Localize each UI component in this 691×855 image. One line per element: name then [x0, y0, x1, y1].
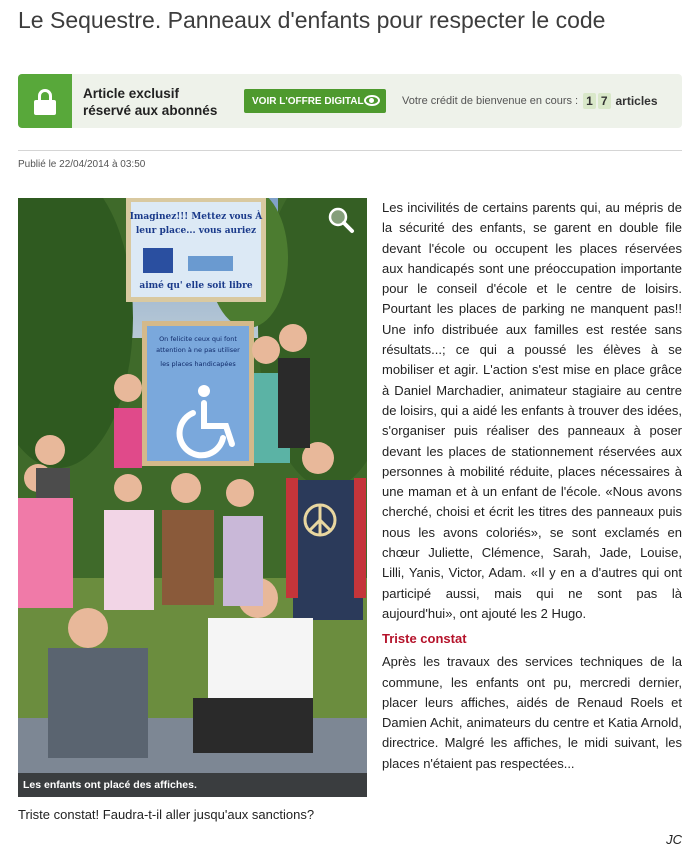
sign1-text: leur place... vous auriez	[135, 226, 257, 236]
sign2-text: les places handicapées	[160, 360, 236, 368]
lock-icon	[18, 74, 72, 128]
credit-text: Votre crédit de bienvenue en cours :	[402, 95, 579, 107]
exclusive-line2: réservé aux abonnés	[83, 103, 218, 118]
credit-digit: 7	[598, 93, 611, 109]
eye-icon	[364, 95, 380, 106]
exclusive-label	[83, 85, 217, 119]
article-title: Le Sequestre. Panneaux d'enfants pour respecter le code	[18, 7, 606, 33]
photo-caption: Les enfants ont placé des affiches.	[18, 773, 367, 797]
author-signature: JC	[666, 832, 682, 847]
publish-date: Publié le 22/04/2014 à 03:50	[18, 159, 146, 170]
article-body	[382, 198, 682, 774]
sign2-text: On felicite ceux qui font	[159, 335, 237, 343]
sign2-text: attention à ne pas utiliser	[156, 346, 240, 354]
credit-digit: 1	[583, 93, 596, 109]
sign1-text: aimé qu' elle soit libre	[139, 281, 253, 291]
sign1-text: Imaginez!!! Mettez vous À	[129, 212, 263, 222]
credit-counter	[402, 93, 658, 109]
credit-unit: articles	[615, 94, 658, 108]
article-paragraph: Les incivilités de certains parents qui, au mépris de la sécurité des enfants, se garent en double file devant l'école ou occupent les places réservées aux handicapés sont une préoccupation importante pour le conseil d'école et le centre de loisirs. Pourtant les places de parking ne manquent pas!! Une info distribuée aux familles est restée sans résultats...; ce qui a poussé les élèves à se mobiliser et agir. L'action s'est mise en place grâce à Daniel Marchadier, animateur stagiaire au centre de loisirs, qui a aidé les enfants à trouver des idées, s'organiser puis réaliser des panneaux à poser devant les places de stationnement réservées aux personnes à mobilité réduite, places nécessaires à une maman et à un enfant de l'école. «Nous avons cherché, choisi et écrit les titres des panneaux puis nous les avons coloriés», se sont exclamés en chœur Juliette, Clémence, Sarah, Jade, Louise, Lilli, Yanis, Victor, Adam. «Il y en a d'autres qui ont participé aussi, mais qui ne sont pas là aujourd'hui», ont ajouté les 2 Hugo.	[382, 200, 682, 621]
exclusive-line1: Article exclusif	[83, 86, 180, 101]
divider	[18, 150, 682, 151]
after-photo-text: Triste constat! Faudra-t-il aller jusqu'aux sanctions?	[18, 807, 315, 822]
article-paragraph: Après les travaux des services techniques de la commune, les enfants ont pu, mercredi dernier, placer leurs affiches, aidés de Renaud Roels et Damien Achit, animateurs du centre et Katia Arnold, directrice. Malgré les affiches, le midi suivant, les places n'étaient pas respectées...	[382, 654, 682, 771]
offer-button-label: VOIR L'OFFRE DIGITAL	[252, 95, 364, 107]
photo-illustration	[18, 198, 367, 797]
article-subheading: Triste constat	[382, 631, 467, 647]
offer-button[interactable]	[244, 89, 386, 113]
zoom-icon[interactable]	[327, 206, 355, 234]
paywall-banner	[18, 74, 682, 128]
article-photo[interactable]	[18, 198, 367, 797]
